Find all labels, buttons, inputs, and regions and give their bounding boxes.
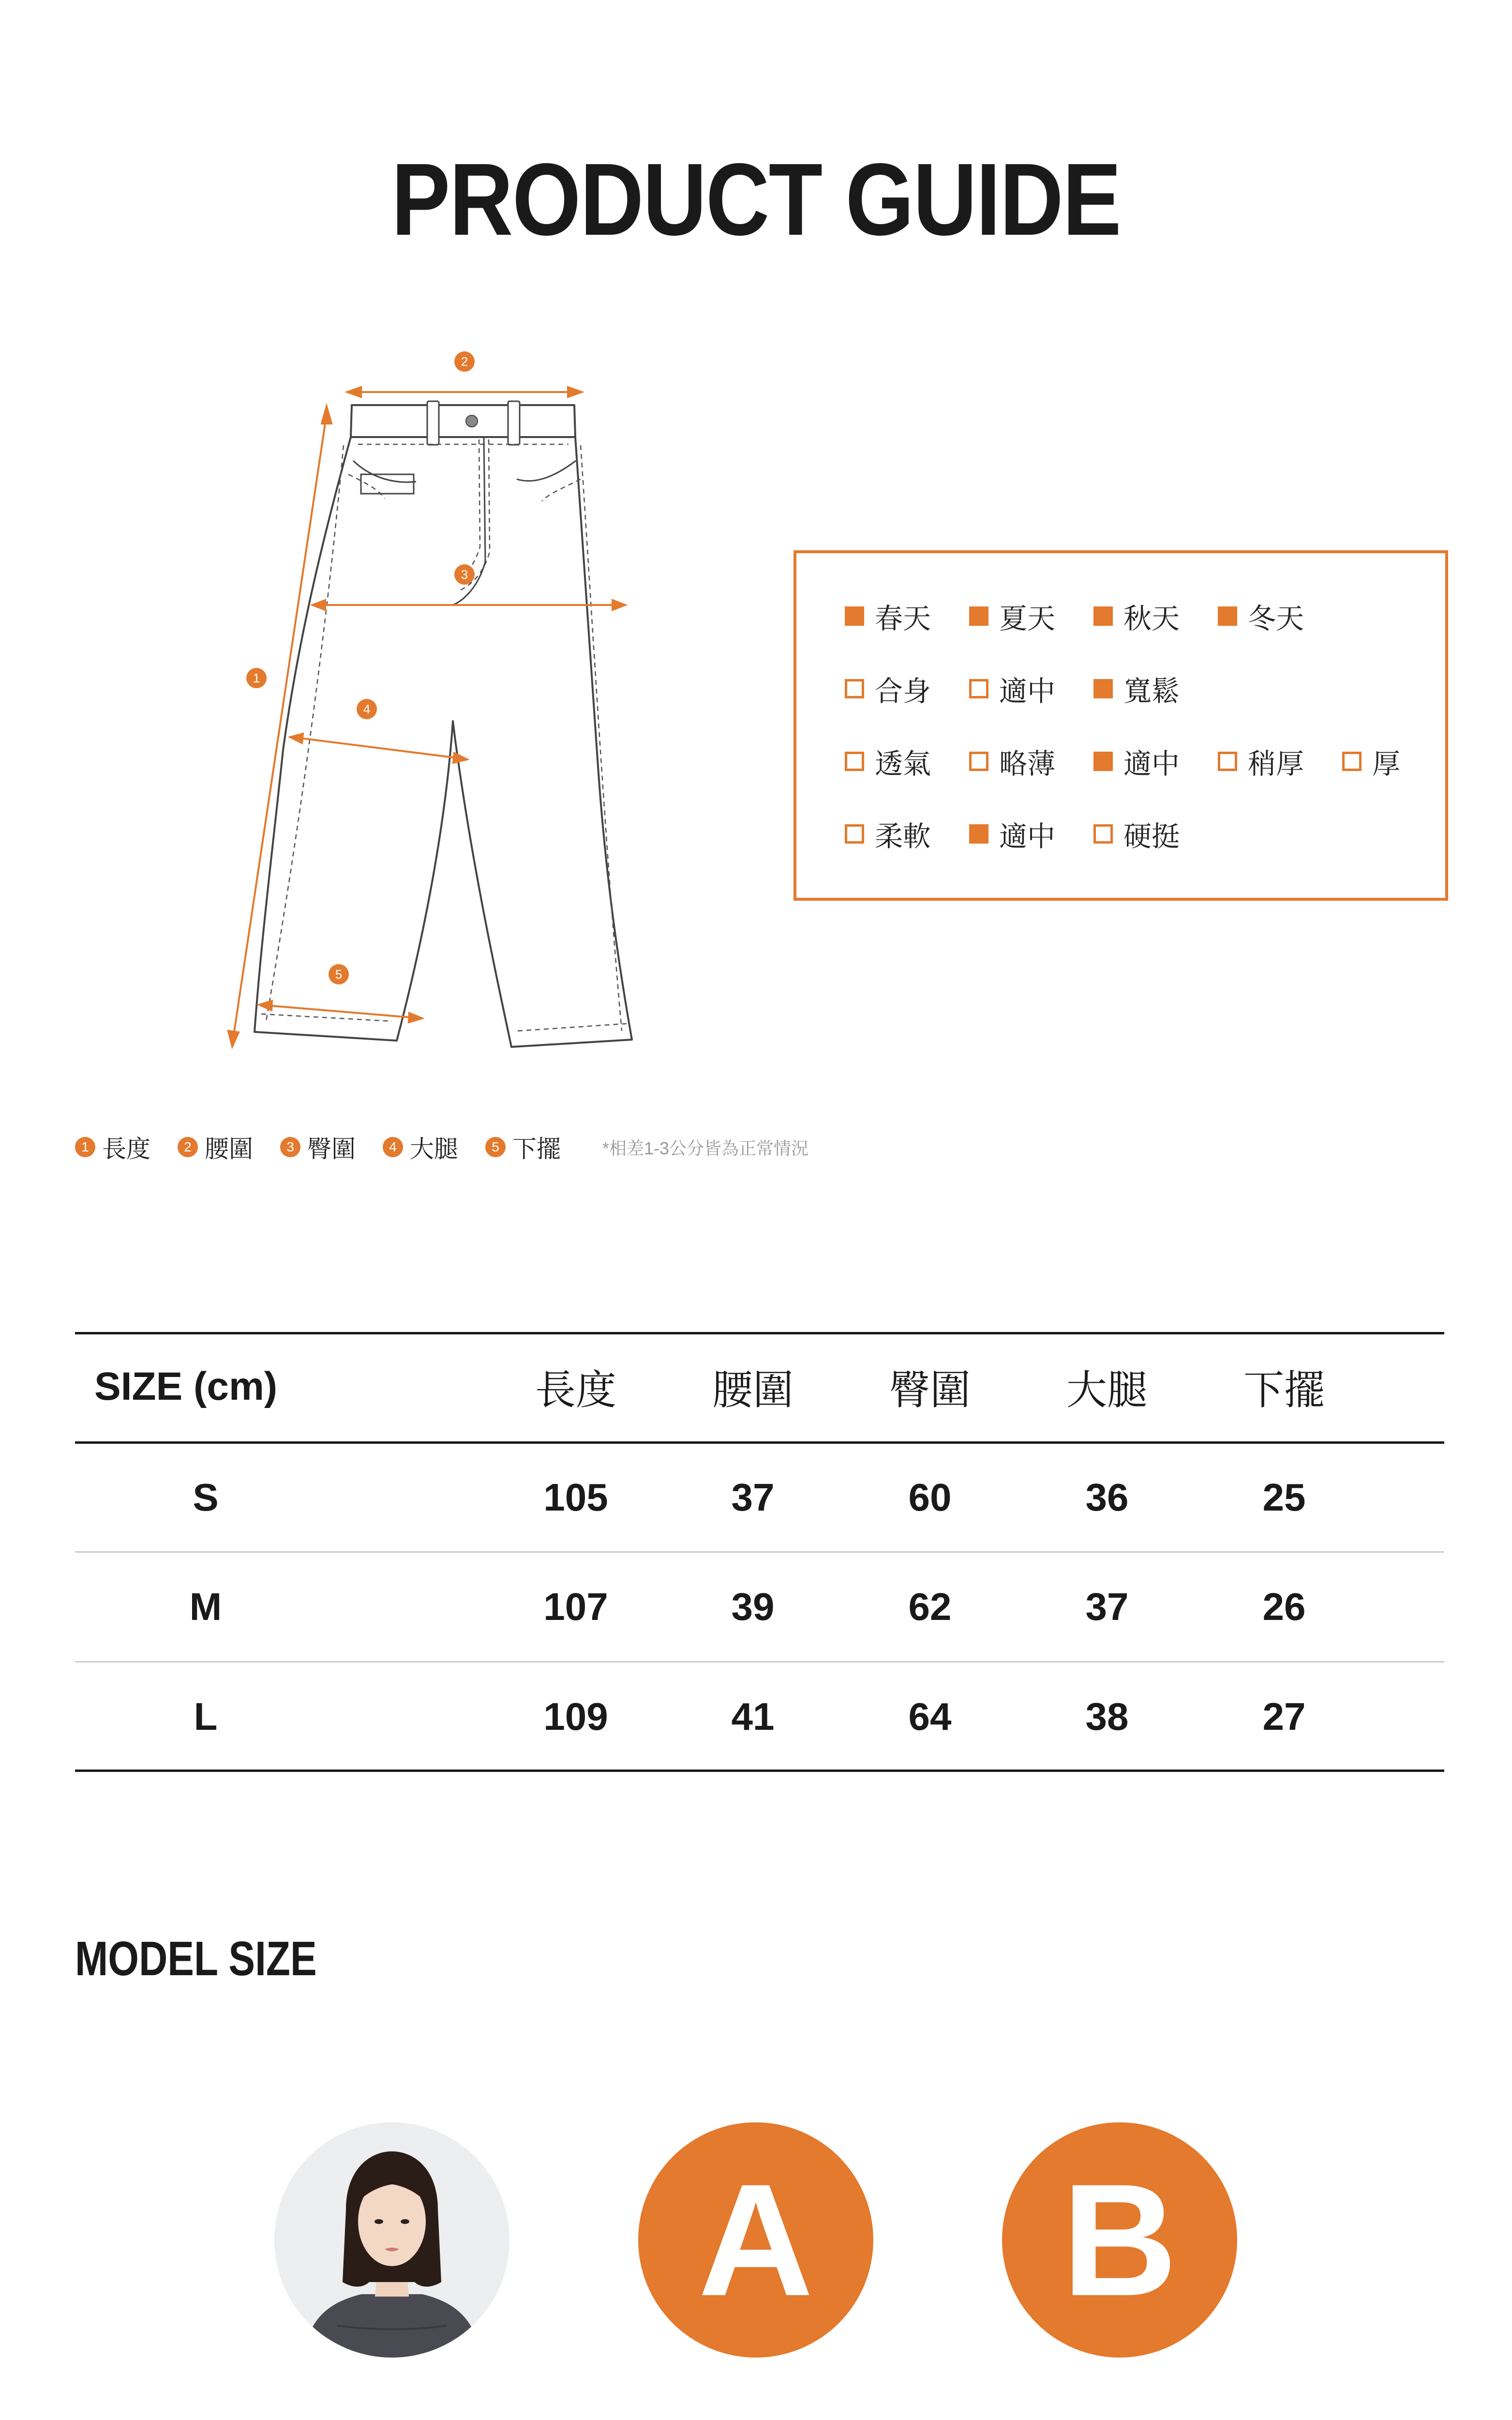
checkbox-icon xyxy=(1218,606,1237,626)
cell-thigh: 37 xyxy=(1085,1585,1129,1628)
header-hip: 臀圍 xyxy=(889,1367,971,1413)
checkbox-icon xyxy=(1093,606,1113,626)
checkbox-icon xyxy=(1342,752,1362,771)
attr-row-thickness xyxy=(845,742,1429,781)
attr-item: 合身 xyxy=(845,669,969,708)
cell-hip: 64 xyxy=(908,1695,952,1738)
attr-item: 柔軟 xyxy=(845,815,969,853)
page-title: PRODUCT GUIDE xyxy=(391,142,1121,257)
legend-item-hip: 3 臀圍 xyxy=(280,1130,356,1165)
cell-thigh: 36 xyxy=(1085,1476,1129,1519)
attr-row-softness xyxy=(845,815,1218,853)
pants-diagram xyxy=(194,334,726,1070)
marker-waist: 2 xyxy=(461,354,468,369)
model-size-title: MODEL SIZE xyxy=(75,1932,317,1986)
checkbox-icon xyxy=(969,606,988,626)
cell-size: S xyxy=(193,1476,219,1519)
model-photo-icon xyxy=(274,2122,509,2358)
measurement-legend xyxy=(75,1130,808,1164)
legend-item-waist: 2 腰圍 xyxy=(178,1130,253,1165)
avatar xyxy=(274,2122,509,2358)
checkbox-icon xyxy=(969,752,988,771)
checkbox-icon xyxy=(969,679,988,698)
button xyxy=(466,415,478,427)
marker-thigh: 4 xyxy=(363,702,371,716)
number-badge: 3 xyxy=(280,1137,300,1157)
checkbox-icon xyxy=(1093,752,1113,771)
legend-item-hem: 5 下擺 xyxy=(485,1130,561,1165)
cell-size: L xyxy=(194,1695,218,1738)
cell-size: M xyxy=(189,1585,222,1628)
checkbox-icon xyxy=(1093,824,1113,844)
header-size: SIZE (cm) xyxy=(94,1364,278,1408)
cell-hip: 62 xyxy=(908,1585,952,1628)
attr-item: 秋天 xyxy=(1093,597,1218,635)
attr-item: 夏天 xyxy=(969,597,1093,635)
header-hem: 下擺 xyxy=(1243,1367,1325,1413)
number-badge: 1 xyxy=(75,1137,95,1157)
checkbox-icon xyxy=(1093,679,1113,698)
attr-item: 適中 xyxy=(1093,742,1218,781)
attr-row-season xyxy=(845,597,1342,635)
attr-item: 透氣 xyxy=(845,742,969,781)
cell-length: 105 xyxy=(543,1476,608,1519)
number-badge: 2 xyxy=(178,1137,198,1157)
checkbox-icon xyxy=(845,824,864,844)
checkbox-icon xyxy=(845,752,864,771)
checkbox-icon xyxy=(845,606,864,626)
cell-thigh: 38 xyxy=(1085,1695,1129,1738)
legend-item-thigh: 4 大腿 xyxy=(383,1130,458,1165)
table-rule-top xyxy=(75,1332,1444,1334)
attr-item: 略薄 xyxy=(969,742,1093,781)
attr-item: 厚 xyxy=(1342,742,1429,781)
checkbox-icon xyxy=(845,679,864,698)
attr-item: 稍厚 xyxy=(1218,742,1342,781)
attr-item: 冬天 xyxy=(1218,597,1342,635)
table-rule-bottom xyxy=(75,1770,1444,1772)
cell-hem: 25 xyxy=(1262,1476,1306,1519)
cell-waist: 41 xyxy=(731,1695,775,1738)
checkbox-icon xyxy=(969,824,988,844)
avatar-letter-b: B xyxy=(1002,2122,1237,2358)
avatar-letter-a: A xyxy=(638,2122,873,2358)
table-rule-row xyxy=(75,1551,1444,1553)
header-thigh: 大腿 xyxy=(1066,1367,1148,1413)
table-rule-header xyxy=(75,1441,1444,1444)
table-rule-row xyxy=(75,1661,1444,1663)
number-badge: 4 xyxy=(383,1137,403,1157)
attr-item: 寬鬆 xyxy=(1093,669,1218,708)
attr-item: 硬挺 xyxy=(1093,815,1218,853)
legend-item-length: 1 長度 xyxy=(75,1130,150,1165)
cell-waist: 39 xyxy=(731,1585,775,1628)
number-badge: 5 xyxy=(485,1137,506,1157)
marker-hip: 3 xyxy=(461,567,468,582)
header-waist: 腰圍 xyxy=(712,1367,793,1413)
cell-hip: 60 xyxy=(908,1476,952,1519)
cell-waist: 37 xyxy=(731,1476,775,1519)
attr-item: 春天 xyxy=(845,597,969,635)
marker-length: 1 xyxy=(253,671,260,685)
attr-item: 適中 xyxy=(969,815,1093,853)
attr-row-fit xyxy=(845,669,1218,708)
cell-length: 107 xyxy=(543,1585,608,1628)
cell-length: 109 xyxy=(543,1695,608,1738)
attributes-box xyxy=(793,550,1448,901)
tolerance-note: *相差1-3公分皆為正常情況 xyxy=(602,1138,809,1158)
checkbox-icon xyxy=(1218,752,1237,771)
attr-item: 適中 xyxy=(969,669,1093,708)
header-length: 長度 xyxy=(535,1367,616,1413)
cell-hem: 26 xyxy=(1262,1585,1306,1628)
cell-hem: 27 xyxy=(1262,1695,1306,1738)
marker-hem: 5 xyxy=(335,967,343,982)
